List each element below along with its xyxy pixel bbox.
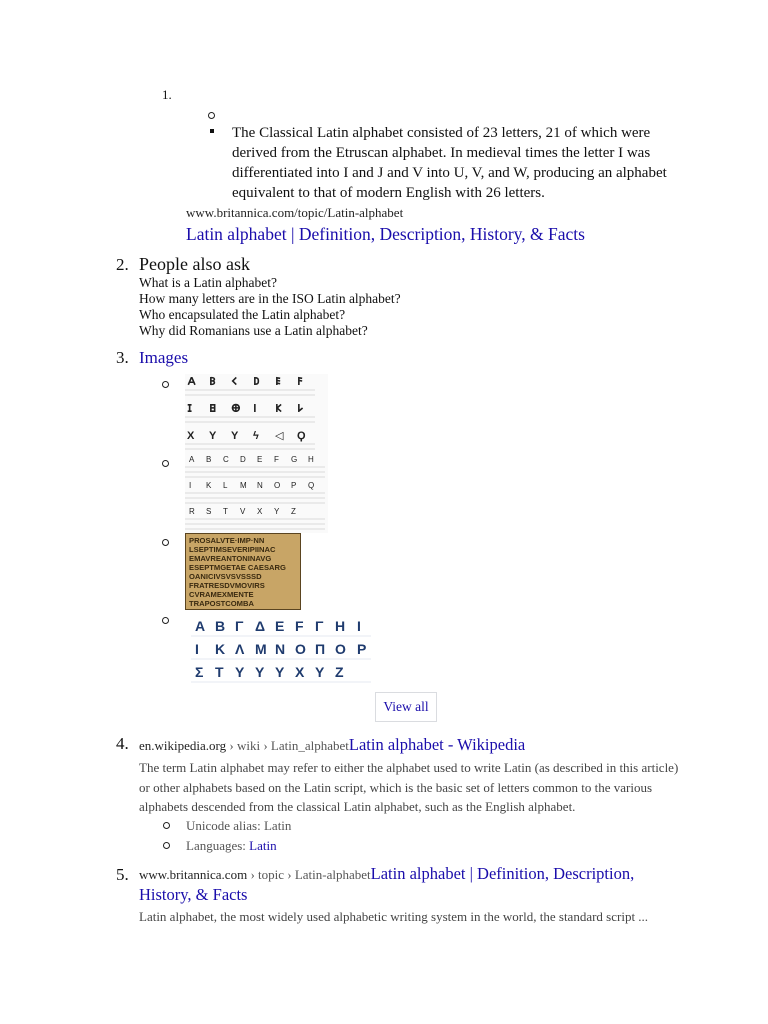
question-item[interactable]: Why did Romanians use a Latin alphabet? [139, 323, 368, 338]
latin-letter: T [223, 507, 228, 516]
greek-letter: Υ [255, 664, 265, 680]
etruscan-letter: 𐌉 [253, 403, 258, 415]
question-item[interactable]: What is a Latin alphabet? [139, 275, 277, 290]
list-number: 4. [116, 734, 129, 753]
latin-letter: L [223, 481, 228, 490]
svg-text:Ϙ: Ϙ [297, 430, 306, 442]
fact-value: Latin [263, 818, 292, 833]
latin-letter: B [206, 455, 212, 464]
greek-letter: Ρ [357, 641, 367, 657]
svg-text:Y: Y [209, 430, 217, 442]
greek-letter: Σ [195, 664, 204, 680]
latin-letter: E [257, 455, 263, 464]
bullet-circle [162, 539, 169, 546]
result-title-link[interactable]: Latin alphabet | Definition, Description, History, & Facts [139, 864, 635, 904]
image-etruscan-alphabet[interactable] [185, 374, 328, 454]
latin-letter: F [274, 455, 279, 464]
latin-letter: M [240, 481, 247, 490]
image-latin-alphabet-table[interactable] [185, 453, 328, 533]
latin-letter: C [223, 455, 229, 464]
greek-letter: Υ [235, 664, 245, 680]
fact-unicode-alias [186, 818, 291, 834]
inscription-line: FRATRESDVMOVIRS [189, 581, 265, 590]
greek-letter: Ο [295, 641, 306, 657]
inscription-svg [185, 533, 301, 610]
latin-letter: Z [291, 507, 296, 516]
list-number: 3. [116, 348, 129, 367]
bullet-circle [163, 822, 170, 829]
greek-letter: Γ [315, 618, 324, 634]
people-also-ask-heading: People also ask [139, 254, 250, 274]
result-snippet: Latin alphabet, the most widely used alphabetic writing system in the world, the standard script ... [139, 909, 649, 924]
greek-letter: Μ [255, 641, 267, 657]
etruscan-chart-svg [185, 374, 328, 454]
inscription-line: TRAPOSTCOMBA [189, 599, 254, 608]
etruscan-letter: 𐌈 [231, 403, 241, 415]
etruscan-letter: 𐌆 [187, 403, 193, 415]
inscription-line: ESEPTMGETAE CAESARG [189, 563, 286, 572]
images-heading[interactable]: Images [139, 348, 189, 367]
latin-letter: V [240, 507, 246, 516]
image-greek-alphabet[interactable] [185, 611, 381, 687]
inscription-line: EMAVREANTONINAVG [189, 554, 272, 563]
image-roman-inscription[interactable] [185, 533, 301, 610]
greek-letter: Δ [255, 618, 266, 634]
view-all-images-button[interactable] [375, 692, 437, 722]
greek-letter: Λ [235, 641, 245, 657]
inscription-line: PROSALVTE·IMP·NN [189, 536, 265, 545]
etruscan-letter: 𐌃 [253, 376, 261, 388]
list-number: 1. [162, 87, 172, 102]
greek-letter: Τ [215, 664, 224, 680]
question-item[interactable]: How many letters are in the ISO Latin alphabet? [139, 291, 401, 306]
svg-text:ϟ: ϟ [253, 430, 259, 442]
fact-label: Languages: [186, 838, 250, 853]
bullet-circle [162, 381, 169, 388]
bullet-circle [162, 617, 169, 624]
greek-letter: Π [315, 641, 326, 657]
svg-text:X: X [187, 430, 195, 442]
greek-letter: Ο [335, 641, 346, 657]
greek-letter: Ε [275, 618, 285, 634]
result-breadcrumb-path[interactable]: › wiki › Latin_alphabet [226, 738, 349, 753]
greek-letter: Ν [275, 641, 286, 657]
latin-letter: X [257, 507, 263, 516]
etruscan-letter: 𐌇 [209, 403, 217, 415]
latin-letter: Q [308, 481, 315, 490]
latin-table-svg [185, 453, 328, 533]
latin-letter: G [291, 455, 298, 464]
featured-snippet-text: The Classical Latin alphabet consisted of 23 letters, 21 of which were derived from the Etruscan alphabet. In medieval times the letter I was differentiated into I and J and V into U, V, and W, producing an alphabet equivalent to that of modern English with 26 letters. [232, 125, 667, 201]
bullet-square [210, 129, 214, 133]
latin-letter: S [206, 507, 212, 516]
etruscan-letter: 𐌄 [275, 376, 282, 388]
bullet-circle [208, 112, 215, 119]
latin-letter: A [189, 455, 195, 464]
bullet-circle [163, 842, 170, 849]
greek-letter: Α [195, 618, 206, 634]
inscription-line: CVRAMEXMENTE [189, 590, 254, 599]
latin-letter: Y [274, 507, 280, 516]
etruscan-letter: 𐌀 [187, 376, 197, 388]
fact-languages [186, 838, 277, 854]
people-also-ask-list [139, 275, 401, 339]
etruscan-letter: 𐌁 [209, 376, 217, 388]
etruscan-letter: 𐌋 [297, 403, 304, 415]
latin-letter: P [291, 481, 297, 490]
featured-snippet-link[interactable]: Latin alphabet | Definition, Description, History, & Facts [186, 224, 585, 244]
inscription-line: LSEPTIMSEVERIPIINAC [189, 545, 276, 554]
greek-letter: Ι [195, 641, 199, 657]
svg-text:◁: ◁ [275, 430, 284, 442]
latin-letter: I [189, 481, 192, 490]
latin-letter: N [257, 481, 263, 490]
greek-chart-svg [185, 611, 381, 687]
etruscan-letter: 𐌅 [297, 376, 304, 388]
greek-letter: Υ [275, 664, 285, 680]
result-domain[interactable]: www.britannica.com [139, 867, 248, 882]
etruscan-letter: 𐌊 [275, 403, 283, 415]
bullet-circle [162, 460, 169, 467]
view-all-label: View all [383, 699, 429, 714]
inscription-line: OANICIVSVSVSSSD [189, 572, 262, 581]
latin-letter: O [274, 481, 281, 490]
result-domain[interactable]: en.wikipedia.org [139, 738, 227, 753]
list-number: 2. [116, 255, 129, 274]
greek-letter: Γ [235, 618, 244, 634]
latin-letter: R [189, 507, 195, 516]
etruscan-letter: 𐌂 [231, 376, 238, 388]
latin-letter: D [240, 455, 246, 464]
greek-letter: Ζ [335, 664, 344, 680]
latin-letter: H [308, 455, 314, 464]
greek-letter: Ι [357, 618, 361, 634]
result-header [139, 735, 525, 755]
greek-letter: F [295, 618, 304, 634]
greek-letter: Υ [315, 664, 325, 680]
result-title-link[interactable]: Latin alphabet - Wikipedia [348, 735, 526, 754]
greek-letter: Η [335, 618, 346, 634]
greek-letter: Χ [295, 664, 305, 680]
fact-label: Unicode alias: [186, 818, 264, 833]
greek-letter: Β [215, 618, 226, 634]
result-header [139, 864, 679, 906]
question-item[interactable]: Who encapsulated the Latin alphabet? [139, 307, 346, 322]
result-breadcrumb-path[interactable]: › topic › Latin-alphabet [247, 867, 371, 882]
featured-snippet-url[interactable]: www.britannica.com/topic/Latin-alphabet [186, 205, 404, 220]
svg-text:Υ: Υ [231, 430, 239, 442]
latin-letter: K [206, 481, 212, 490]
result-snippet: The term Latin alphabet may refer to either the alphabet used to write Latin (as described in this article) or other alphabets based on the Latin script, which is the basic set of letters common to the various alphabets descended from the classical Latin alphabet, such as the English alphabet. [139, 760, 679, 814]
list-number: 5. [116, 865, 129, 884]
fact-value-link[interactable]: Latin [249, 838, 277, 853]
greek-letter: Κ [215, 641, 226, 657]
